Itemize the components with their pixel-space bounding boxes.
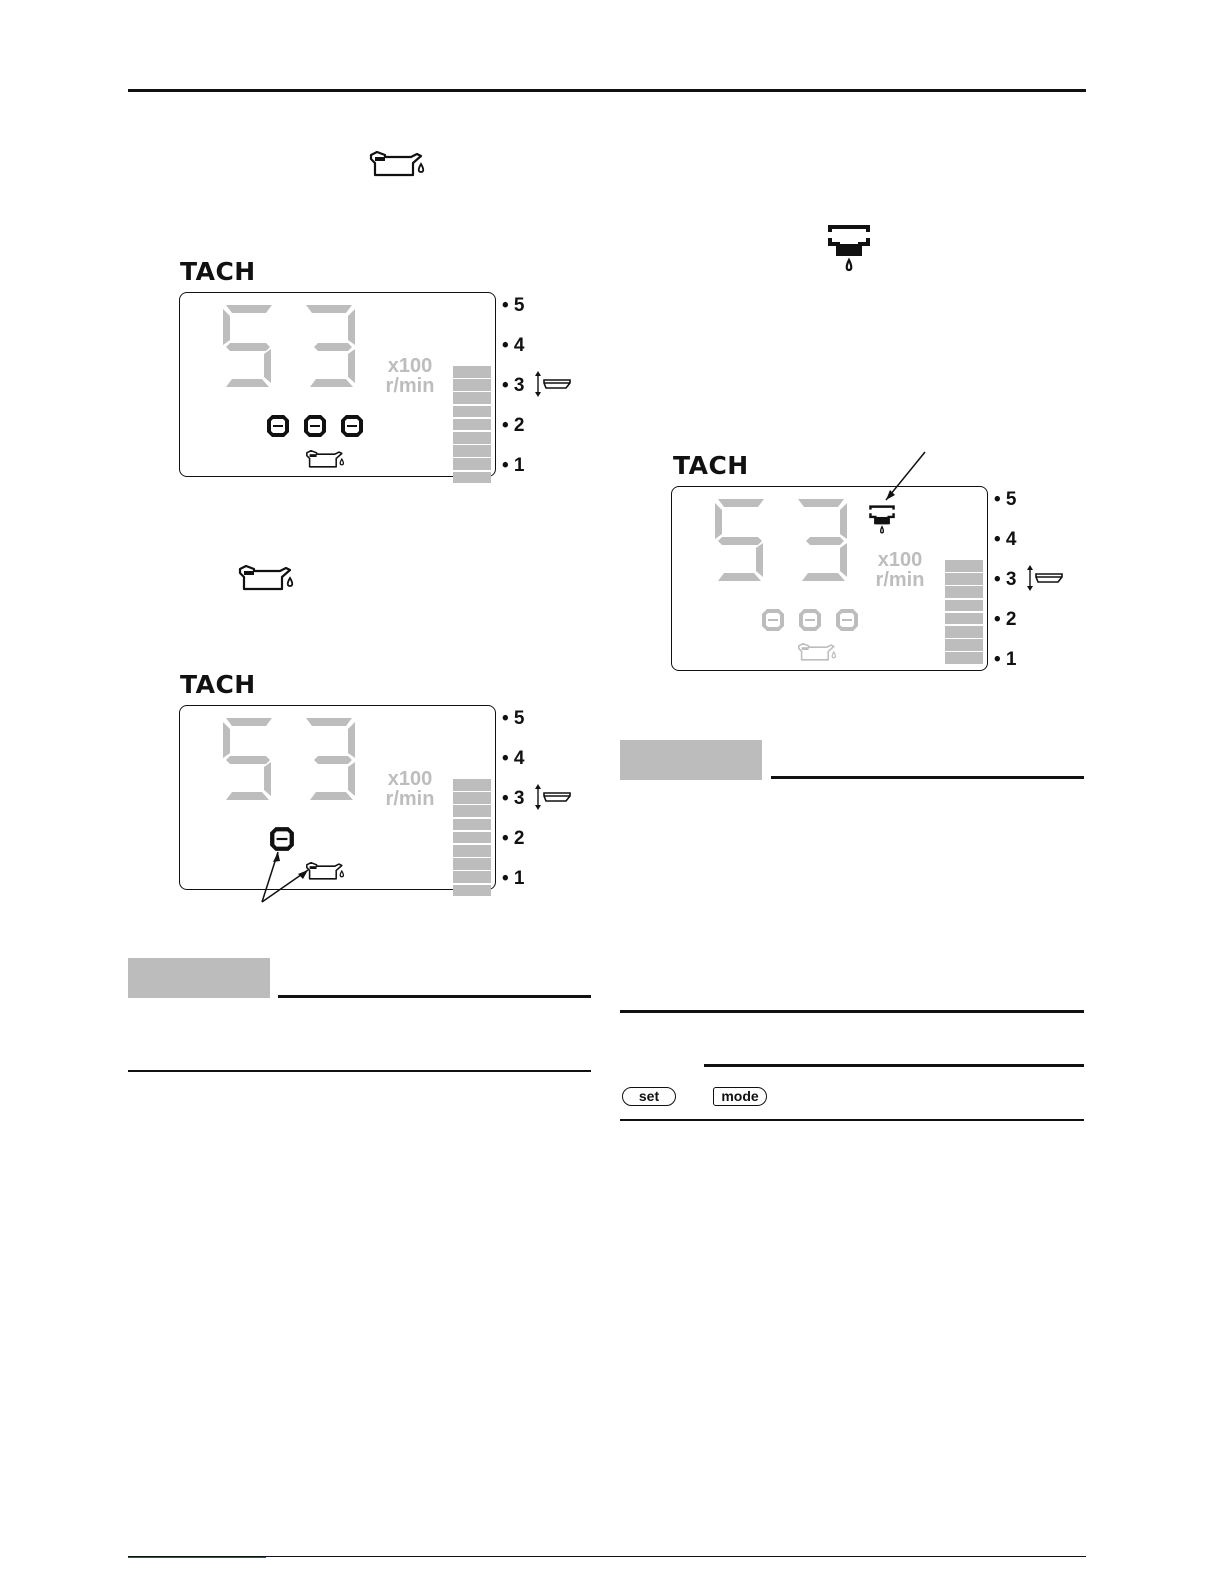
digit-segment-icon bbox=[798, 608, 822, 632]
scale-label-4: • 4 bbox=[994, 529, 1017, 550]
scale-label-2: • 2 bbox=[502, 828, 525, 849]
oil-can-icon bbox=[369, 151, 425, 181]
digit-segment-icon bbox=[340, 414, 364, 438]
footer-rule bbox=[128, 1556, 1086, 1557]
trim-bar-gauge bbox=[945, 560, 983, 666]
set-button[interactable]: set bbox=[622, 1087, 676, 1106]
note-label-box bbox=[620, 740, 762, 780]
footer-link-underline bbox=[128, 1557, 266, 1558]
scale-label-3: • 3 bbox=[502, 788, 525, 809]
unit-rmin: r/min bbox=[385, 375, 435, 397]
trim-bar-gauge bbox=[453, 779, 491, 898]
trim-bar-gauge bbox=[453, 366, 491, 485]
scale-label-5: • 5 bbox=[994, 489, 1017, 510]
scale-label-2: • 2 bbox=[994, 609, 1017, 630]
note-rule-bottom bbox=[128, 1070, 591, 1072]
header-rule bbox=[128, 89, 1086, 92]
scale-label-5: • 5 bbox=[502, 708, 525, 729]
rpm-digit-3 bbox=[300, 302, 362, 390]
callout-arrow bbox=[880, 450, 930, 510]
callout-arrows bbox=[250, 840, 330, 910]
oil-can-icon bbox=[305, 450, 345, 471]
scale-label-1: • 1 bbox=[502, 455, 525, 476]
rpm-unit bbox=[873, 550, 927, 590]
scale-label-1: • 1 bbox=[994, 649, 1017, 670]
table-rule-mid bbox=[704, 1064, 1084, 1067]
table-rule-bottom bbox=[620, 1119, 1084, 1121]
unit-x100: x100 bbox=[877, 549, 923, 571]
digit-segment-icon bbox=[266, 414, 290, 438]
rpm-digit-3 bbox=[792, 496, 854, 584]
tach-title: TACH bbox=[180, 257, 256, 286]
scale-label-3: • 3 bbox=[994, 569, 1017, 590]
scale-label-3: • 3 bbox=[502, 375, 525, 396]
rpm-digit-5 bbox=[708, 496, 770, 584]
unit-rmin: r/min bbox=[875, 569, 925, 591]
note-rule-top bbox=[278, 995, 591, 998]
rpm-unit bbox=[383, 769, 437, 809]
trim-icon bbox=[531, 782, 573, 812]
scale-label-4: • 4 bbox=[502, 748, 525, 769]
mode-button[interactable]: mode bbox=[713, 1087, 767, 1106]
unit-rmin: r/min bbox=[385, 788, 435, 810]
digit-segment-icon bbox=[761, 608, 785, 632]
scale-label-5: • 5 bbox=[502, 295, 525, 316]
scale-label-2: • 2 bbox=[502, 415, 525, 436]
oil-can-icon bbox=[238, 565, 294, 595]
digit-segment-icon bbox=[835, 608, 859, 632]
rpm-digit-5 bbox=[216, 302, 278, 390]
oil-can-icon bbox=[797, 643, 837, 664]
unit-x100: x100 bbox=[387, 355, 433, 377]
tach-title: TACH bbox=[180, 670, 256, 699]
note-rule-top bbox=[771, 776, 1084, 779]
water-separator-icon bbox=[826, 223, 872, 275]
table-rule-top bbox=[620, 1010, 1084, 1013]
scale-label-1: • 1 bbox=[502, 868, 525, 889]
unit-x100: x100 bbox=[387, 768, 433, 790]
trim-icon bbox=[531, 369, 573, 399]
scale-label-4: • 4 bbox=[502, 335, 525, 356]
digit-segment-icon bbox=[303, 414, 327, 438]
rpm-digit-5 bbox=[216, 715, 278, 803]
trim-icon bbox=[1023, 563, 1065, 593]
rpm-digit-3 bbox=[300, 715, 362, 803]
note-label-box bbox=[128, 958, 270, 998]
rpm-unit bbox=[383, 356, 437, 396]
tach-title: TACH bbox=[673, 451, 749, 480]
